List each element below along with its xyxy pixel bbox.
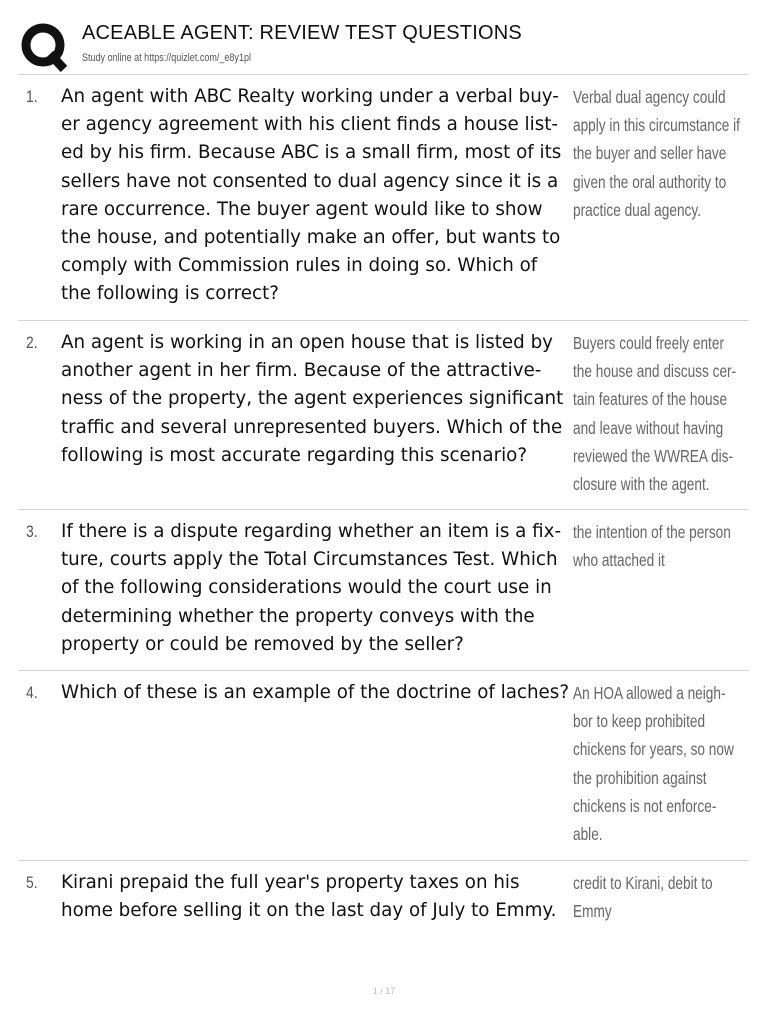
card-answer: the intention of the person who attached it <box>573 522 731 571</box>
card-question: Kirani prepaid the full year's property taxes on his home before selling it on the last day of July to Emmy. <box>61 872 557 922</box>
card-answer: credit to Kirani, debit to Emmy <box>573 873 713 922</box>
card-number: 2. <box>26 333 38 352</box>
quizlet-logo-icon <box>20 22 70 72</box>
header-divider <box>18 74 749 75</box>
card-divider <box>18 670 749 671</box>
card-question: If there is a dispute regarding whether an item is a fix-ture, courts apply the Total Circumstances Test. Which of the following considerations would the court use in determining whether the property conveys with the property or could be removed by the seller? <box>61 521 562 655</box>
card-question: An agent is working in an open house that is listed by another agent in her firm. Because of the attractive-ness of the property, the agent experiences significant traffic and several unrepresented buyers. Which of the following is most accurate regarding this scenario? <box>61 332 564 466</box>
card-number: 5. <box>26 873 38 892</box>
card-divider <box>18 509 749 510</box>
card-number: 4. <box>26 683 38 702</box>
card-number: 3. <box>26 522 38 541</box>
card-answer: Buyers could freely enter the house and discuss cer-tain features of the house and leave without having reviewed the WWREA dis-closure with the agent. <box>573 333 737 495</box>
study-online-link[interactable]: Study online at https://quizlet.com/_e8y1pl <box>82 52 251 64</box>
card-question: Which of these is an example of the doctrine of laches? <box>61 682 570 703</box>
document-title: ACEABLE AGENT: REVIEW TEST QUESTIONS <box>82 22 522 44</box>
card-divider <box>18 860 749 861</box>
card-answer: An HOA allowed a neigh-bor to keep prohibited chickens for years, so now the prohibition against chickens is not enforce-able. <box>573 683 734 845</box>
card-answer: Verbal dual agency could apply in this circumstance if the buyer and seller have given the oral authority to practice dual agency. <box>573 87 740 220</box>
card-divider <box>18 320 749 321</box>
page-number: 1 / 17 <box>372 986 396 996</box>
card-number: 1. <box>26 87 38 106</box>
card-question: An agent with ABC Realty working under a verbal buy-er agency agreement with his client finds a house list-ed by his firm. Because ABC is a small firm, most of its sellers have not consented to dual agency since it is a rare occurrence. The buyer agent would like to show the house, and potentially make an offer, but wants to comply with Commission rules in doing so. Which of the following is correct? <box>61 86 562 305</box>
